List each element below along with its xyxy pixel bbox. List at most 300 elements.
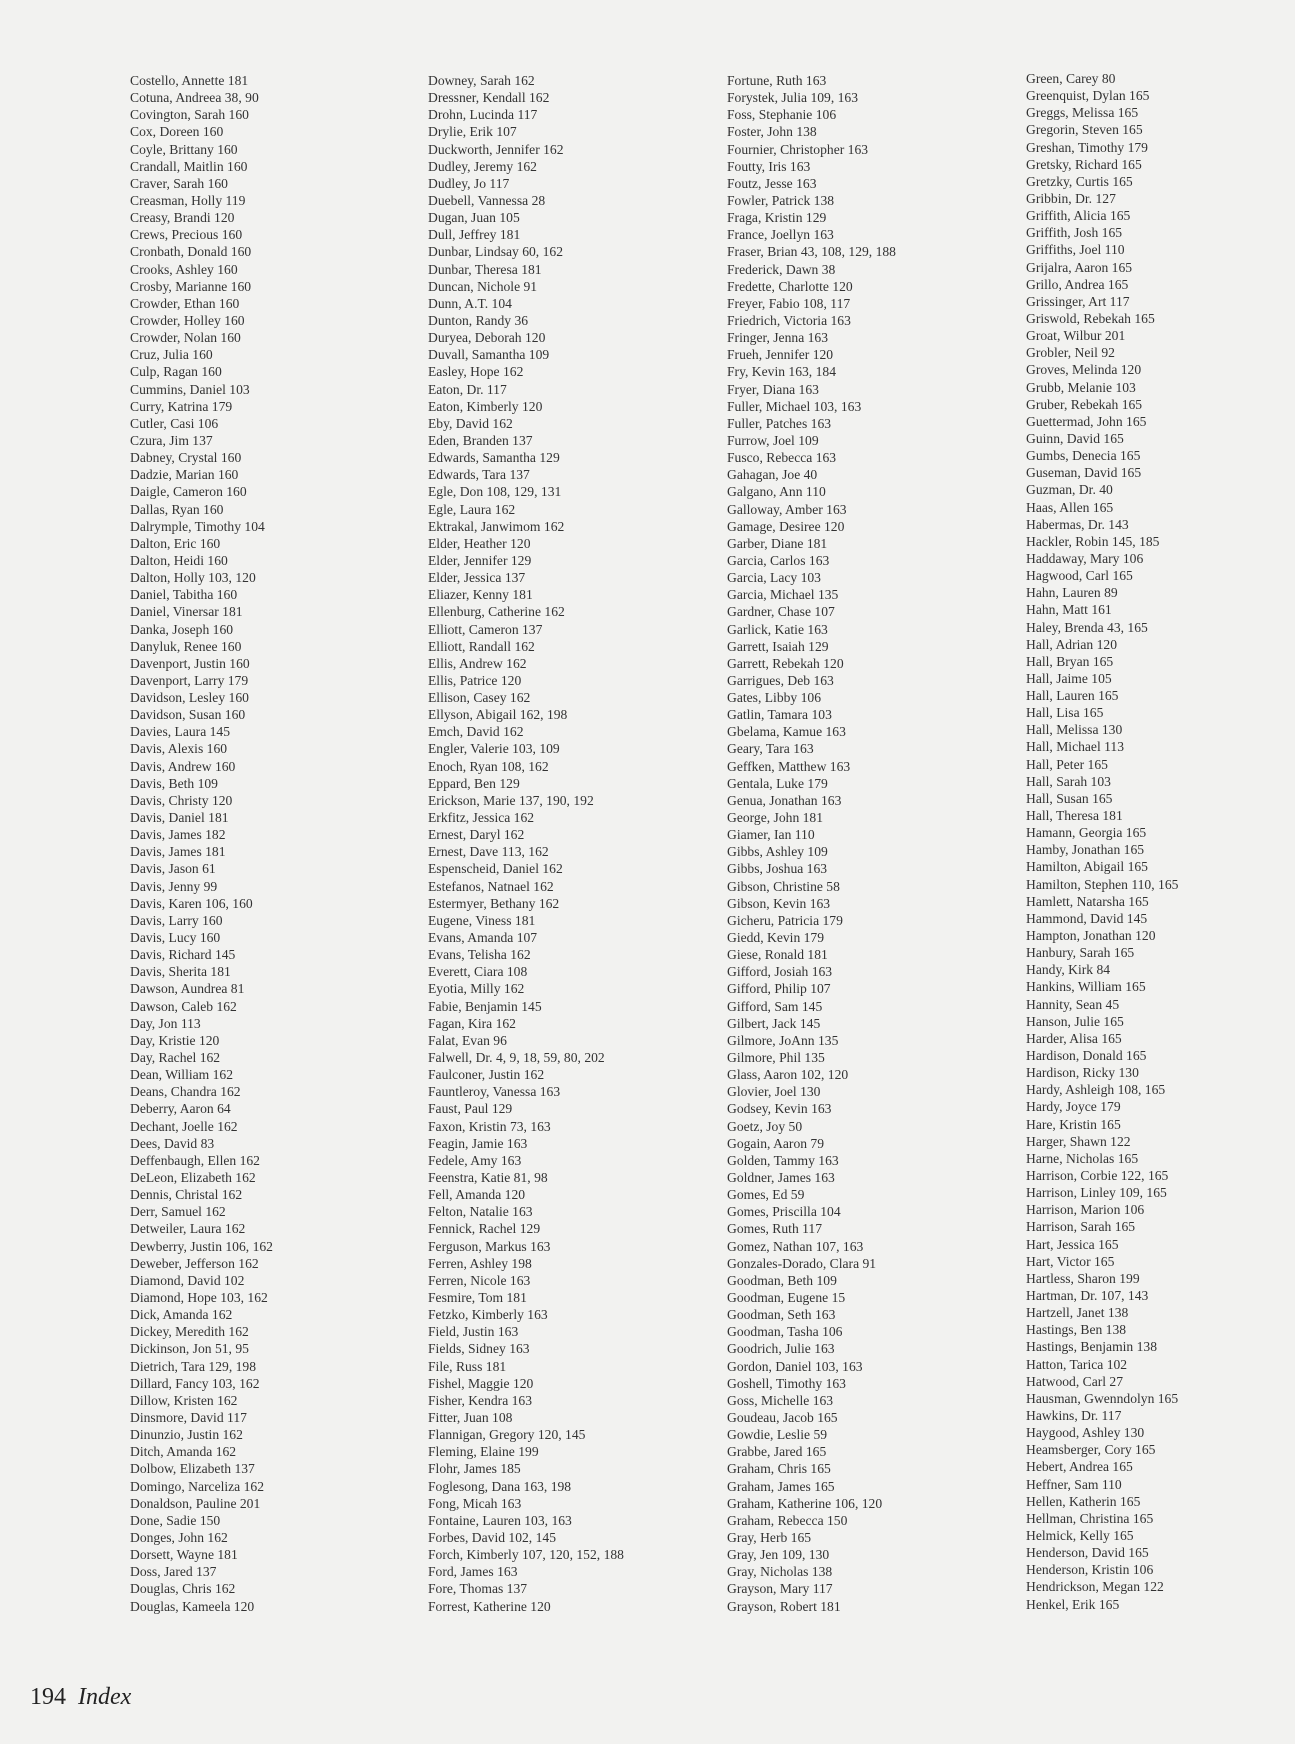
index-entry: Ellis, Patrice 120: [428, 672, 522, 688]
index-entry: Dalton, Eric 160: [130, 535, 221, 551]
index-entry: Hahn, Matt 161: [1026, 602, 1112, 618]
index-entry: Fetzko, Kimberly 163: [428, 1307, 548, 1323]
index-entry: Godsey, Kevin 163: [727, 1101, 832, 1117]
index-entry: Doss, Jared 137: [130, 1564, 217, 1580]
index-entry: Hampton, Jonathan 120: [1026, 928, 1156, 944]
index-entry: Gomez, Nathan 107, 163: [727, 1238, 864, 1254]
index-entry: Dennis, Christal 162: [130, 1187, 243, 1203]
index-entry: Friedrich, Victoria 163: [727, 312, 851, 328]
index-entry: Cummins, Daniel 103: [130, 381, 250, 397]
index-entry: Domingo, Narceliza 162: [130, 1478, 265, 1494]
index-entry: Gonzales-Dorado, Clara 91: [727, 1255, 877, 1271]
index-entry: Gicheru, Patricia 179: [727, 912, 843, 928]
index-entry: Gowdie, Leslie 59: [727, 1427, 828, 1443]
index-entry: Gray, Jen 109, 130: [727, 1547, 830, 1563]
index-entry: Giese, Ronald 181: [727, 947, 828, 963]
index-entry: Hanson, Julie 165: [1026, 1013, 1124, 1029]
index-entry: Davis, Karen 106, 160: [130, 895, 253, 911]
index-entry: Dewberry, Justin 106, 162: [130, 1238, 273, 1254]
index-entry: Cox, Doreen 160: [130, 124, 224, 140]
index-entry: Groat, Wilbur 201: [1026, 328, 1126, 344]
index-entry: Drohn, Lucinda 117: [428, 107, 538, 123]
index-entry: Ferguson, Markus 163: [428, 1238, 551, 1254]
index-entry: Ellis, Andrew 162: [428, 655, 527, 671]
section-title: Index: [78, 1684, 132, 1710]
index-entry: Gifford, Josiah 163: [727, 964, 833, 980]
index-entry: Griffith, Josh 165: [1026, 225, 1123, 241]
index-entry: Hawkins, Dr. 117: [1026, 1407, 1122, 1423]
index-entry: Hebert, Andrea 165: [1026, 1459, 1133, 1475]
index-entry: Harger, Shawn 122: [1026, 1133, 1131, 1149]
index-entry: Day, Rachel 162: [130, 1050, 221, 1066]
index-entry: Fleming, Elaine 199: [428, 1444, 539, 1460]
index-entry: Groves, Melinda 120: [1026, 362, 1142, 378]
index-entry: Derr, Samuel 162: [130, 1204, 226, 1220]
index-entry: Edwards, Samantha 129: [428, 450, 560, 466]
index-entry: Grayson, Mary 117: [727, 1581, 833, 1597]
index-entry: Foutz, Jesse 163: [727, 175, 817, 191]
index-entry: Crooks, Ashley 160: [130, 261, 238, 277]
index-entry: Harrison, Sarah 165: [1026, 1219, 1136, 1235]
index-entry: Hall, Sarah 103: [1026, 773, 1111, 789]
index-entry: Harne, Nicholas 165: [1026, 1150, 1139, 1166]
index-entry: Gilmore, JoAnn 135: [727, 1032, 839, 1048]
index-entry: Easley, Hope 162: [428, 364, 524, 380]
index-entry: Dinsmore, David 117: [130, 1409, 247, 1425]
index-entry: Deberry, Aaron 64: [130, 1101, 231, 1117]
index-entry: Day, Jon 113: [130, 1015, 201, 1031]
index-entry: Edwards, Tara 137: [428, 467, 530, 483]
index-entry: Hanbury, Sarah 165: [1026, 945, 1135, 961]
index-entry: Duckworth, Jennifer 162: [428, 141, 564, 157]
index-entry: Harder, Alisa 165: [1026, 1030, 1122, 1046]
index-entry: Grayson, Robert 181: [727, 1598, 841, 1614]
index-entry: Fell, Amanda 120: [428, 1187, 526, 1203]
index-entry: Gibbs, Ashley 109: [727, 844, 828, 860]
index-entry: Dalrymple, Timothy 104: [130, 518, 265, 534]
index-entry: Fitter, Juan 108: [428, 1409, 513, 1425]
index-entry: Fraga, Kristin 129: [727, 210, 827, 226]
index-entry: Diamond, Hope 103, 162: [130, 1289, 268, 1305]
index-entry: Gardner, Chase 107: [727, 604, 835, 620]
index-entry: Hartman, Dr. 107, 143: [1026, 1287, 1149, 1303]
index-entry: Davis, Lucy 160: [130, 930, 221, 946]
index-entry: Fowler, Patrick 138: [727, 192, 835, 208]
index-entry: Gatlin, Tamara 103: [727, 707, 832, 723]
index-entry: Griffiths, Joel 110: [1026, 242, 1125, 258]
index-entry: Cutler, Casi 106: [130, 415, 219, 431]
index-entry: Hall, Susan 165: [1026, 790, 1113, 806]
index-entry: Furrow, Joel 109: [727, 432, 819, 448]
index-entry: Grobler, Neil 92: [1026, 345, 1115, 361]
index-entry: Hamilton, Stephen 110, 165: [1026, 876, 1179, 892]
index-entry: Crowder, Holley 160: [130, 312, 245, 328]
index-column-3: [727, 72, 896, 1615]
index-entry: Dinunzio, Justin 162: [130, 1427, 243, 1443]
index-entry: Daigle, Cameron 160: [130, 484, 247, 500]
index-entry: Davis, Jenny 99: [130, 878, 218, 894]
index-entry: Habermas, Dr. 143: [1026, 516, 1129, 532]
index-entry: Fennick, Rachel 129: [428, 1221, 541, 1237]
index-entry: Foutty, Iris 163: [727, 158, 811, 174]
index-entry: Dorsett, Wayne 181: [130, 1547, 238, 1563]
index-entry: Geary, Tara 163: [727, 741, 814, 757]
index-entry: Hastings, Benjamin 138: [1026, 1339, 1158, 1355]
index-entry: Frederick, Dawn 38: [727, 261, 836, 277]
index-entry: Garrigues, Deb 163: [727, 672, 834, 688]
index-entry: Griffith, Alicia 165: [1026, 208, 1131, 224]
index-entry: Feenstra, Katie 81, 98: [428, 1170, 548, 1185]
index-entry: Goodman, Seth 163: [727, 1307, 836, 1323]
index-entry: Detweiler, Laura 162: [130, 1221, 246, 1237]
index-entry: Ferren, Nicole 163: [428, 1272, 531, 1288]
index-entry: Gomes, Priscilla 104: [727, 1204, 841, 1220]
index-entry: Gray, Nicholas 138: [727, 1564, 833, 1580]
index-entry: Hall, Lauren 165: [1026, 688, 1119, 704]
index-entry: Graham, Chris 165: [727, 1461, 831, 1477]
index-entry: Fong, Micah 163: [428, 1495, 522, 1511]
index-entry: Goldner, James 163: [727, 1170, 835, 1185]
index-entry: Gomes, Ruth 117: [727, 1221, 823, 1237]
index-entry: Dalton, Heidi 160: [130, 552, 228, 568]
index-entry: Guettermad, John 165: [1026, 413, 1147, 429]
index-entry: Crowder, Nolan 160: [130, 330, 241, 346]
index-entry: Cronbath, Donald 160: [130, 244, 252, 260]
index-entry: Hagwood, Carl 165: [1026, 568, 1133, 584]
index-entry: Hankins, William 165: [1026, 979, 1146, 995]
index-entry: Forbes, David 102, 145: [428, 1529, 556, 1545]
index-entry: Gribbin, Dr. 127: [1026, 190, 1116, 206]
index-entry: Crosby, Marianne 160: [130, 278, 252, 294]
index-entry: Eppard, Ben 129: [428, 775, 520, 791]
index-entry: Dickey, Meredith 162: [130, 1324, 249, 1340]
index-entry: Egle, Laura 162: [428, 501, 516, 517]
index-entry: Davis, Beth 109: [130, 775, 218, 791]
index-column-2: [428, 72, 624, 1615]
index-entry: Hardison, Donald 165: [1026, 1048, 1147, 1064]
index-entry: Foglesong, Dana 163, 198: [428, 1478, 572, 1494]
index-entry: Espenscheid, Daniel 162: [428, 861, 563, 877]
index-entry: Dechant, Joelle 162: [130, 1118, 238, 1134]
index-entry: Culp, Ragan 160: [130, 364, 222, 380]
index-entry: Cruz, Julia 160: [130, 347, 213, 363]
index-entry: Hamann, Georgia 165: [1026, 825, 1147, 841]
index-entry: Dickinson, Jon 51, 95: [130, 1341, 249, 1357]
index-entry: Guseman, David 165: [1026, 465, 1142, 481]
index-entry: Harrison, Linley 109, 165: [1026, 1185, 1167, 1201]
index-entry: Hendrickson, Megan 122: [1026, 1579, 1164, 1595]
index-entry: Erkfitz, Jessica 162: [428, 810, 535, 826]
index-entry: Danyluk, Renee 160: [130, 638, 242, 654]
index-entry: Goudeau, Jacob 165: [727, 1409, 838, 1425]
index-entry: Dressner, Kendall 162: [428, 90, 550, 106]
index-entry: Guzman, Dr. 40: [1026, 482, 1113, 498]
index-entry: Goodman, Tasha 106: [727, 1324, 843, 1340]
index-entry: Elder, Jessica 137: [428, 570, 526, 586]
index-entry: Garcia, Lacy 103: [727, 570, 821, 586]
page-footer: [30, 1684, 131, 1711]
index-entry: Helmick, Kelly 165: [1026, 1527, 1134, 1543]
index-entry: Craver, Sarah 160: [130, 175, 228, 191]
index-column-1: [130, 72, 273, 1615]
index-column-4: [1026, 70, 1178, 1613]
index-entry: Hahn, Lauren 89: [1026, 585, 1118, 601]
index-entry: Elliott, Randall 162: [428, 638, 535, 654]
index-entry: Costello, Annette 181: [130, 73, 249, 88]
index-entry: Eaton, Dr. 117: [428, 381, 507, 397]
index-entry: Erickson, Marie 137, 190, 192: [428, 792, 594, 808]
index-entry: Fishel, Maggie 120: [428, 1375, 534, 1391]
index-entry: Evans, Amanda 107: [428, 930, 538, 946]
index-entry: Fortune, Ruth 163: [727, 73, 827, 88]
index-entry: Garber, Diane 181: [727, 535, 828, 551]
index-entry: Griswold, Rebekah 165: [1026, 310, 1155, 326]
index-entry: Fesmire, Tom 181: [428, 1289, 527, 1305]
index-entry: Ferren, Ashley 198: [428, 1255, 532, 1271]
index-entry: Douglas, Kameela 120: [130, 1598, 255, 1614]
index-entry: Gahagan, Joe 40: [727, 467, 818, 483]
index-entry: Ellenburg, Catherine 162: [428, 604, 565, 620]
index-entry: Hare, Kristin 165: [1026, 1116, 1121, 1132]
index-entry: Fringer, Jenna 163: [727, 330, 829, 346]
index-entry: Elder, Jennifer 129: [428, 552, 532, 568]
index-entry: Donges, John 162: [130, 1529, 228, 1545]
index-entry: Fournier, Christopher 163: [727, 141, 869, 157]
index-entry: Hall, Adrian 120: [1026, 636, 1117, 652]
index-entry: Fraser, Brian 43, 108, 129, 188: [727, 244, 896, 260]
index-entry: Forch, Kimberly 107, 120, 152, 188: [428, 1547, 624, 1563]
index-entry: Dull, Jeffrey 181: [428, 227, 521, 243]
index-entry: Faust, Paul 129: [428, 1101, 513, 1117]
index-entry: Geffken, Matthew 163: [727, 758, 851, 774]
index-entry: Davis, Sherita 181: [130, 964, 231, 980]
index-entry: Harrison, Corbie 122, 165: [1026, 1168, 1169, 1183]
index-entry: Hardison, Ricky 130: [1026, 1065, 1139, 1081]
index-entry: Eaton, Kimberly 120: [428, 398, 543, 414]
index-entry: Drylie, Erik 107: [428, 124, 517, 140]
index-entry: Gifford, Sam 145: [727, 998, 823, 1014]
index-entry: Greggs, Melissa 165: [1026, 105, 1139, 121]
index-entry: Dean, William 162: [130, 1067, 234, 1083]
index-entry: Coyle, Brittany 160: [130, 141, 238, 157]
index-entry: Dillow, Kristen 162: [130, 1392, 238, 1408]
index-entry: Galloway, Amber 163: [727, 501, 847, 517]
index-entry: Danka, Joseph 160: [130, 621, 234, 637]
index-entry: Dudley, Jo 117: [428, 175, 510, 191]
index-entry: France, Joellyn 163: [727, 227, 834, 243]
index-entry: Hartless, Sharon 199: [1026, 1270, 1140, 1286]
index-entry: Feagin, Jamie 163: [428, 1135, 528, 1151]
index-entry: Ditch, Amanda 162: [130, 1444, 237, 1460]
index-entry: Forystek, Julia 109, 163: [727, 90, 859, 106]
index-entry: Graham, Katherine 106, 120: [727, 1495, 883, 1511]
index-entry: Hall, Melissa 130: [1026, 722, 1123, 738]
index-entry: Duebell, Vannessa 28: [428, 192, 546, 208]
index-entry: Graham, Rebecca 150: [727, 1512, 848, 1528]
index-entry: Haley, Brenda 43, 165: [1026, 619, 1148, 635]
index-entry: Gibbs, Joshua 163: [727, 861, 828, 877]
index-entry: Gomes, Ed 59: [727, 1187, 805, 1203]
index-entry: Douglas, Chris 162: [130, 1581, 236, 1597]
index-entry: Curry, Katrina 179: [130, 398, 233, 414]
index-entry: Hall, Jaime 105: [1026, 670, 1112, 686]
index-entry: Eyotia, Milly 162: [428, 981, 525, 997]
index-entry: Hall, Michael 113: [1026, 739, 1125, 755]
index-entry: Daniel, Tabitha 160: [130, 587, 238, 603]
index-entry: Everett, Ciara 108: [428, 964, 528, 980]
index-entry: Henderson, Kristin 106: [1026, 1562, 1154, 1578]
index-entry: Gumbs, Denecia 165: [1026, 448, 1141, 464]
index-entry: Dawson, Aundrea 81: [130, 981, 245, 997]
index-entry: Goodman, Eugene 15: [727, 1289, 846, 1305]
index-entry: Hausman, Gwenndolyn 165: [1026, 1390, 1179, 1406]
index-entry: Dunbar, Lindsay 60, 162: [428, 244, 563, 260]
index-entry: Gordon, Daniel 103, 163: [727, 1358, 863, 1374]
index-entry: Grabbe, Jared 165: [727, 1444, 827, 1460]
index-entry: DeLeon, Elizabeth 162: [130, 1170, 256, 1185]
index-entry: Gregorin, Steven 165: [1026, 122, 1143, 138]
index-entry: Field, Justin 163: [428, 1324, 519, 1340]
index-entry: Gogain, Aaron 79: [727, 1135, 825, 1151]
index-entry: Giamer, Ian 110: [727, 827, 815, 843]
index-entry: Gilmore, Phil 135: [727, 1050, 825, 1066]
index-entry: Eliazer, Kenny 181: [428, 587, 533, 603]
index-entry: Faxon, Kristin 73, 163: [428, 1118, 551, 1134]
index-entry: Gbelama, Kamue 163: [727, 724, 846, 740]
index-entry: Hammond, David 145: [1026, 910, 1148, 926]
index-entry: Dillard, Fancy 103, 162: [130, 1375, 260, 1391]
index-entry: Henkel, Erik 165: [1026, 1596, 1120, 1612]
index-entry: Freyer, Fabio 108, 117: [727, 295, 851, 311]
index-entry: Davis, James 182: [130, 827, 226, 843]
index-entry: Ellison, Casey 162: [428, 690, 531, 706]
index-entry: Grillo, Andrea 165: [1026, 276, 1129, 292]
index-entry: Dallas, Ryan 160: [130, 501, 224, 517]
index-entry: Donaldson, Pauline 201: [130, 1495, 261, 1511]
index-entry: Flohr, James 185: [428, 1461, 521, 1477]
index-entry: George, John 181: [727, 810, 824, 826]
index-entry: Green, Carey 80: [1026, 71, 1116, 86]
index-entry: Grubb, Melanie 103: [1026, 379, 1136, 395]
index-entry: Golden, Tammy 163: [727, 1152, 839, 1168]
index-entry: Davenport, Justin 160: [130, 655, 250, 671]
index-entry: Haygood, Ashley 130: [1026, 1425, 1145, 1441]
index-entry: Hartzell, Janet 138: [1026, 1305, 1129, 1321]
index-entry: Fontaine, Lauren 103, 163: [428, 1512, 572, 1528]
index-entry: Czura, Jim 137: [130, 432, 213, 448]
index-entry: Hart, Jessica 165: [1026, 1236, 1119, 1252]
index-entry: Fabie, Benjamin 145: [428, 998, 542, 1014]
index-entry: Davidson, Susan 160: [130, 707, 246, 723]
index-entry: Davenport, Larry 179: [130, 672, 249, 688]
index-entry: Heffner, Sam 110: [1026, 1476, 1122, 1492]
index-entry: Davis, Alexis 160: [130, 741, 228, 757]
index-entry: Grissinger, Art 117: [1026, 293, 1130, 309]
index-entry: Hamby, Jonathan 165: [1026, 842, 1145, 858]
index-entry: Hellen, Katherin 165: [1026, 1493, 1141, 1509]
index-entry: Greenquist, Dylan 165: [1026, 88, 1150, 104]
index-entry: Crews, Precious 160: [130, 227, 243, 243]
index-entry: Deweber, Jefferson 162: [130, 1255, 259, 1271]
index-entry: Hardy, Joyce 179: [1026, 1099, 1121, 1115]
index-entry: Engler, Valerie 103, 109: [428, 741, 560, 757]
index-entry: Frueh, Jennifer 120: [727, 347, 834, 363]
index-entry: Hart, Victor 165: [1026, 1253, 1115, 1269]
index-entry: Estermyer, Bethany 162: [428, 895, 560, 911]
index-entry: Emch, David 162: [428, 724, 524, 740]
index-entry: Hatwood, Carl 27: [1026, 1373, 1124, 1389]
index-entry: Hall, Theresa 181: [1026, 808, 1123, 824]
index-entry: Garrett, Rebekah 120: [727, 655, 844, 671]
index-entry: Dick, Amanda 162: [130, 1307, 233, 1323]
index-entry: Garcia, Michael 135: [727, 587, 839, 603]
index-entry: Fuller, Michael 103, 163: [727, 398, 862, 414]
index-entry: Hall, Bryan 165: [1026, 653, 1114, 669]
index-entry: Haddaway, Mary 106: [1026, 550, 1144, 566]
index-entry: Crowder, Ethan 160: [130, 295, 240, 311]
index-entry: Daniel, Vinersar 181: [130, 604, 243, 620]
index-entry: Davis, James 181: [130, 844, 226, 860]
index-entry: Foss, Stephanie 106: [727, 107, 837, 123]
index-entry: File, Russ 181: [428, 1358, 507, 1374]
index-entry: Goss, Michelle 163: [727, 1392, 834, 1408]
index-entry: Diamond, David 102: [130, 1272, 245, 1288]
index-entry: Dalton, Holly 103, 120: [130, 570, 256, 586]
index-entry: Crandall, Maitlin 160: [130, 158, 248, 174]
index-entry: Guinn, David 165: [1026, 430, 1124, 446]
index-entry: Dietrich, Tara 129, 198: [130, 1358, 257, 1374]
index-entry: Dunton, Randy 36: [428, 312, 529, 328]
index-entry: Ernest, Daryl 162: [428, 827, 525, 843]
index-entry: Gretzky, Curtis 165: [1026, 173, 1133, 189]
index-entry: Gilbert, Jack 145: [727, 1015, 821, 1031]
index-entry: Goshell, Timothy 163: [727, 1375, 846, 1391]
index-entry: Davis, Larry 160: [130, 912, 223, 928]
index-entry: Fryer, Diana 163: [727, 381, 819, 397]
index-entry: Elliott, Cameron 137: [428, 621, 543, 637]
index-entry: Dudley, Jeremy 162: [428, 158, 537, 174]
index-entry: Davies, Laura 145: [130, 724, 231, 740]
index-entry: Graham, James 165: [727, 1478, 835, 1494]
index-entry: Fisher, Kendra 163: [428, 1392, 533, 1408]
index-entry: Cotuna, Andreea 38, 90: [130, 90, 259, 106]
index-entry: Davis, Jason 61: [130, 861, 216, 877]
index-entry: Covington, Sarah 160: [130, 107, 249, 123]
index-entry: Fagan, Kira 162: [428, 1015, 516, 1031]
index-entry: Hastings, Ben 138: [1026, 1322, 1127, 1338]
index-entry: Estefanos, Natnael 162: [428, 878, 554, 894]
index-entry: Duvall, Samantha 109: [428, 347, 550, 363]
index-entry: Goodrich, Julie 163: [727, 1341, 835, 1357]
index-entry: Duryea, Deborah 120: [428, 330, 546, 346]
index-entry: Felton, Natalie 163: [428, 1204, 533, 1220]
index-entry: Genua, Jonathan 163: [727, 792, 842, 808]
index-entry: Egle, Don 108, 129, 131: [428, 484, 562, 500]
index-entry: Gamage, Desiree 120: [727, 518, 845, 534]
index-entry: Davis, Richard 145: [130, 947, 236, 963]
index-entry: Glass, Aaron 102, 120: [727, 1067, 849, 1083]
index-entry: Goetz, Joy 50: [727, 1118, 803, 1134]
index-entry: Hardy, Ashleigh 108, 165: [1026, 1082, 1166, 1098]
index-entry: Hall, Peter 165: [1026, 756, 1108, 772]
index-entry: Gifford, Philip 107: [727, 981, 831, 997]
index-entry: Dunbar, Theresa 181: [428, 261, 542, 277]
index-entry: Ektrakal, Janwimom 162: [428, 518, 565, 534]
index-entry: Forrest, Katherine 120: [428, 1598, 551, 1614]
index-entry: Davis, Christy 120: [130, 792, 233, 808]
index-entry: Downey, Sarah 162: [428, 73, 535, 88]
index-entry: Handy, Kirk 84: [1026, 962, 1111, 978]
